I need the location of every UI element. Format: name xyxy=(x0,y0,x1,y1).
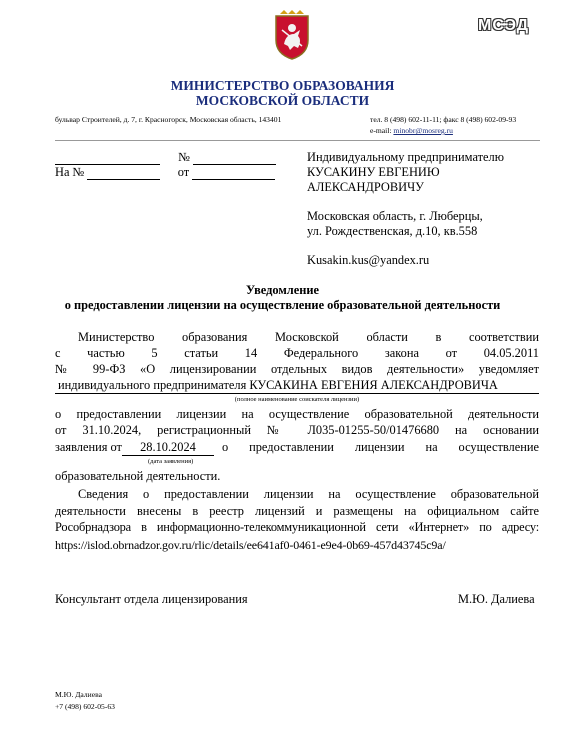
body-p1-line1: Министерство образования Московской области в соответствии xyxy=(78,330,539,344)
body-p2-line4: образовательной деятельности. xyxy=(55,469,221,483)
application-date-label: заявления от xyxy=(55,440,122,454)
applicant-caption: (полное наименование соискателя лицензии) xyxy=(234,396,360,403)
number-symbol: № xyxy=(178,150,191,164)
body-p3-line3: Рособрнадзора в информационно-телекоммуникационной сети «Интернет» по адресу: xyxy=(55,520,539,534)
body-p2-line3 xyxy=(55,440,539,456)
addressee-address-line2: ул. Рождественская, д.10, кв.558 xyxy=(307,224,478,238)
ministry-address: бульвар Строителей, д. 7, г. Красногорск, Московская область, 143401 xyxy=(55,115,282,124)
executor-name: М.Ю. Далиева xyxy=(55,690,102,699)
addressee-email: Kusakin.kus@yandex.ru xyxy=(307,253,430,267)
executor-phone: +7 (498) 602-05-63 xyxy=(55,702,115,711)
body-p2-line2: от 31.10.2024, регистрационный № Л035-01255-50/01476680 на основании xyxy=(55,423,539,437)
date-caption: (дата заявления) xyxy=(148,458,194,465)
body-p3-line1: Сведения о предоставлении лицензии на осуществление образовательной xyxy=(78,487,539,501)
applicant-name: индивидуального предпринимателя КУСАКИНА ЕВГЕНИЯ АЛЕКСАНДРОВИЧА xyxy=(55,378,539,394)
body-p1-line3: № 99-ФЗ «О лицензировании отдельных видов деятельности» уведомляет xyxy=(55,362,539,376)
email-label: e-mail: xyxy=(370,126,392,135)
outgoing-date-field xyxy=(193,152,276,165)
addressee-line3: АЛЕКСАНДРОВИЧУ xyxy=(307,180,424,194)
addressee-block xyxy=(307,150,504,195)
reference-row xyxy=(55,165,275,180)
application-date: 28.10.2024 xyxy=(122,440,214,456)
outgoing-number-field xyxy=(55,152,160,165)
header-divider xyxy=(55,140,540,141)
signer-name: М.Ю. Далиева xyxy=(458,592,535,606)
body-p1-line2: с частью 5 статьи 14 Федерального закона от 04.05.2011 xyxy=(55,346,539,360)
registry-url[interactable]: https://islod.obrnadzor.gov.ru/rlic/details/ee641af0-0461-e9e4-0b69-457d43745c9a/ xyxy=(55,538,446,552)
msed-stamp-mark: МСЭД xyxy=(478,17,530,34)
reference-number-field xyxy=(87,167,160,180)
reference-date-label: от xyxy=(177,165,190,179)
moscow-region-coat-of-arms-icon xyxy=(272,10,312,60)
addressee-line2: КУСАКИНУ ЕВГЕНИЮ xyxy=(307,165,440,179)
ministry-email-link[interactable]: minobr@mosreg.ru xyxy=(393,126,453,135)
application-date-suffix: о предоставлении лицензии на осуществление xyxy=(221,440,539,454)
notice-subtitle: о предоставлении лицензии на осуществление образовательной деятельности xyxy=(64,298,501,312)
signer-position: Консультант отдела лицензирования xyxy=(55,592,248,606)
body-p2-line1: о предоставлении лицензии на осуществление образовательной деятельности xyxy=(55,407,539,421)
addressee-address xyxy=(307,209,483,239)
reference-number-label: На № xyxy=(55,165,85,179)
reg-number-row xyxy=(55,150,276,165)
addressee-address-line1: Московская область, г. Люберцы, xyxy=(307,209,483,223)
ministry-email xyxy=(370,126,453,135)
reference-date-field xyxy=(192,167,275,180)
notice-title: Уведомление xyxy=(246,283,319,297)
ministry-name-line2: МОСКОВСКОЙ ОБЛАСТИ xyxy=(195,93,370,108)
addressee-line1: Индивидуальному предпринимателю xyxy=(307,150,504,164)
body-p3-line2: деятельности внесены в реестр лицензий и размещены на официальном сайте xyxy=(55,504,539,518)
ministry-name-line1: МИНИСТЕРСТВО ОБРАЗОВАНИЯ xyxy=(170,78,395,93)
ministry-phone: тел. 8 (498) 602-11-11; факс 8 (498) 602-09-93 xyxy=(370,115,517,124)
